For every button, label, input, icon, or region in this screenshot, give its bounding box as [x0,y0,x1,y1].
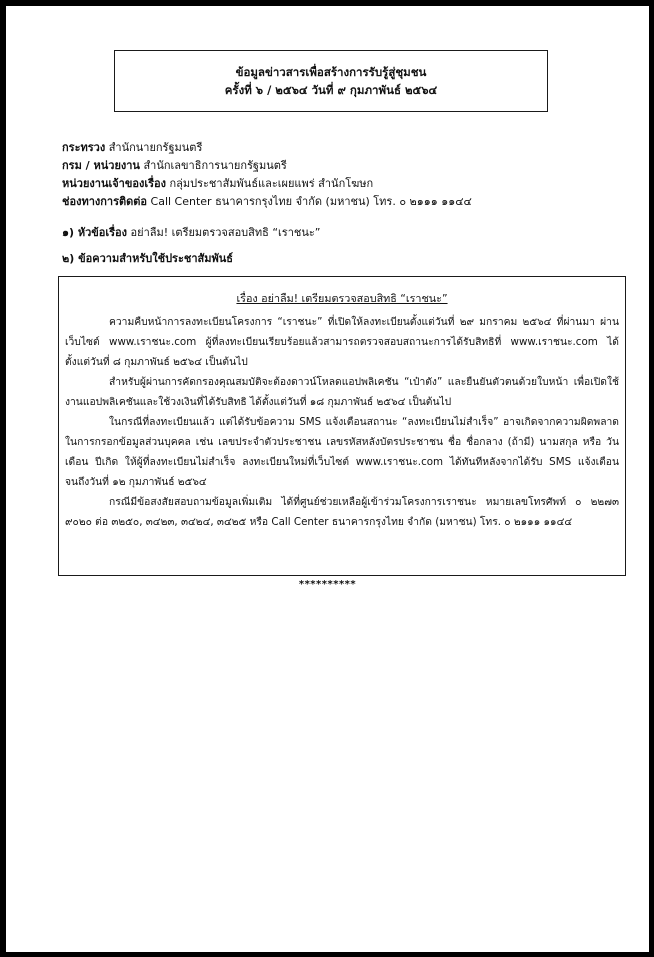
department-row [62,157,622,175]
owner-label: หน่วยงานเจ้าของเรื่อง [62,177,166,190]
owner-value: กลุ่มประชาสัมพันธ์และเผยแพร่ สำนักโฆษก [169,177,374,190]
topic-label: ๑) หัวข้อเรื่อง [62,226,128,239]
document-page [6,6,649,952]
info-block [62,139,622,211]
paragraph-3: ในกรณีที่ลงทะเบียนแล้ว แต่ได้รับข้อความ SMS แจ้งเตือนสถานะ “ลงทะเบียนไม่สำเร็จ” อาจเกิดจากความผิดพลาดในการกรอกข้อมูลส่วนบุคคล เช่น เลขประจำตัวประชาชน เลขรหัสหลังบัตรประชาชน ชื่อ ชื่อกลาง (ถ้ามี) นามสกุล หรือ วัน เดือน ปีเกิด ให้ผู้ที่ลงทะเบียนไม่สำเร็จ ลงทะเบียนใหม่ที่เว็บไซต์ www.เราชนะ.com ได้ทันทีหลังจากได้รับ SMS แจ้งเตือน จนถึงวันที่ ๑๒ กุมภาพันธ์ ๒๕๖๔ [65,416,619,488]
topic-row [62,224,320,242]
paragraph-4: กรณีมีข้อสงสัยสอบถามข้อมูลเพิ่มเติม ได้ที่ศูนย์ช่วยเหลือผู้เข้าร่วมโครงการเราชนะ หมายเลขโทรศัพท์ ๐ ๒๒๗๓ ๙๐๒๐ ต่อ ๓๒๕๐, ๓๔๒๓, ๓๔๒๔, ๓๔๒๕ หรือ Call Center ธนาคารกรุงไทย จำกัด (มหาชน) โทร. ๐ ๒๑๑๑ ๑๑๔๔ [65,496,619,528]
department-value: สำนักเลขาธิการนายกรัฐมนตรี [143,159,287,172]
header-title: ข้อมูลข่าวสารเพื่อสร้างการรับรู้สู่ชุมชน [235,65,427,79]
end-separator: ********** [298,579,357,590]
ministry-value: สำนักนายกรัฐมนตรี [108,141,203,154]
department-label: กรม / หน่วยงาน [62,159,140,172]
contact-row [62,193,622,211]
pr-message-heading: ๒) ข้อความสำหรับใช้ประชาสัมพันธ์ [62,252,233,265]
pr-message-box [58,276,626,576]
header-issue-date: ครั้งที่ ๖ / ๒๕๖๔ วันที่ ๙ กุมภาพันธ์ ๒๕๖๔ [224,83,438,97]
header-box [114,50,548,112]
ministry-row [62,139,622,157]
ministry-label: กระทรวง [62,141,106,154]
topic-value: อย่าลืม! เตรียมตรวจสอบสิทธิ “เราชนะ” [130,226,321,239]
pr-message-title: เรื่อง อย่าลืม! เตรียมตรวจสอบสิทธิ “เราชนะ” [236,292,448,305]
contact-value: Call Center ธนาคารกรุงไทย จำกัด (มหาชน) โทร. ๐ ๒๑๑๑ ๑๑๔๔ [150,195,472,208]
contact-label: ช่องทางการติดต่อ [62,195,148,208]
paragraph-1: ความคืบหน้าการลงทะเบียนโครงการ “เราชนะ” ที่เปิดให้ลงทะเบียนตั้งแต่วันที่ ๒๙ มกราคม ๒๕๖๔ ที่ผ่านมา ผ่านเว็บไซต์ www.เราชนะ.com ผู้ที่ลงทะเบียนเรียบร้อยแล้วสามารถตรวจสอบสถานะการได้รับสิทธิที่ www.เราชนะ.com ได้ตั้งแต่วันที่ ๘ กุมภาพันธ์ ๒๕๖๔ เป็นต้นไป [65,316,619,368]
owner-row [62,175,622,193]
paragraph-2: สำหรับผู้ผ่านการคัดกรองคุณสมบัติจะต้องดาวน์โหลดแอปพลิเคชัน “เป๋าตัง” และยืนยันตัวตนด้วยใบหน้า เพื่อเปิดใช้งานแอปพลิเคชันและใช้วงเงินที่ได้รับสิทธิ ได้ตั้งแต่วันที่ ๑๘ กุมภาพันธ์ ๒๕๖๔ เป็นต้นไป [65,376,619,408]
